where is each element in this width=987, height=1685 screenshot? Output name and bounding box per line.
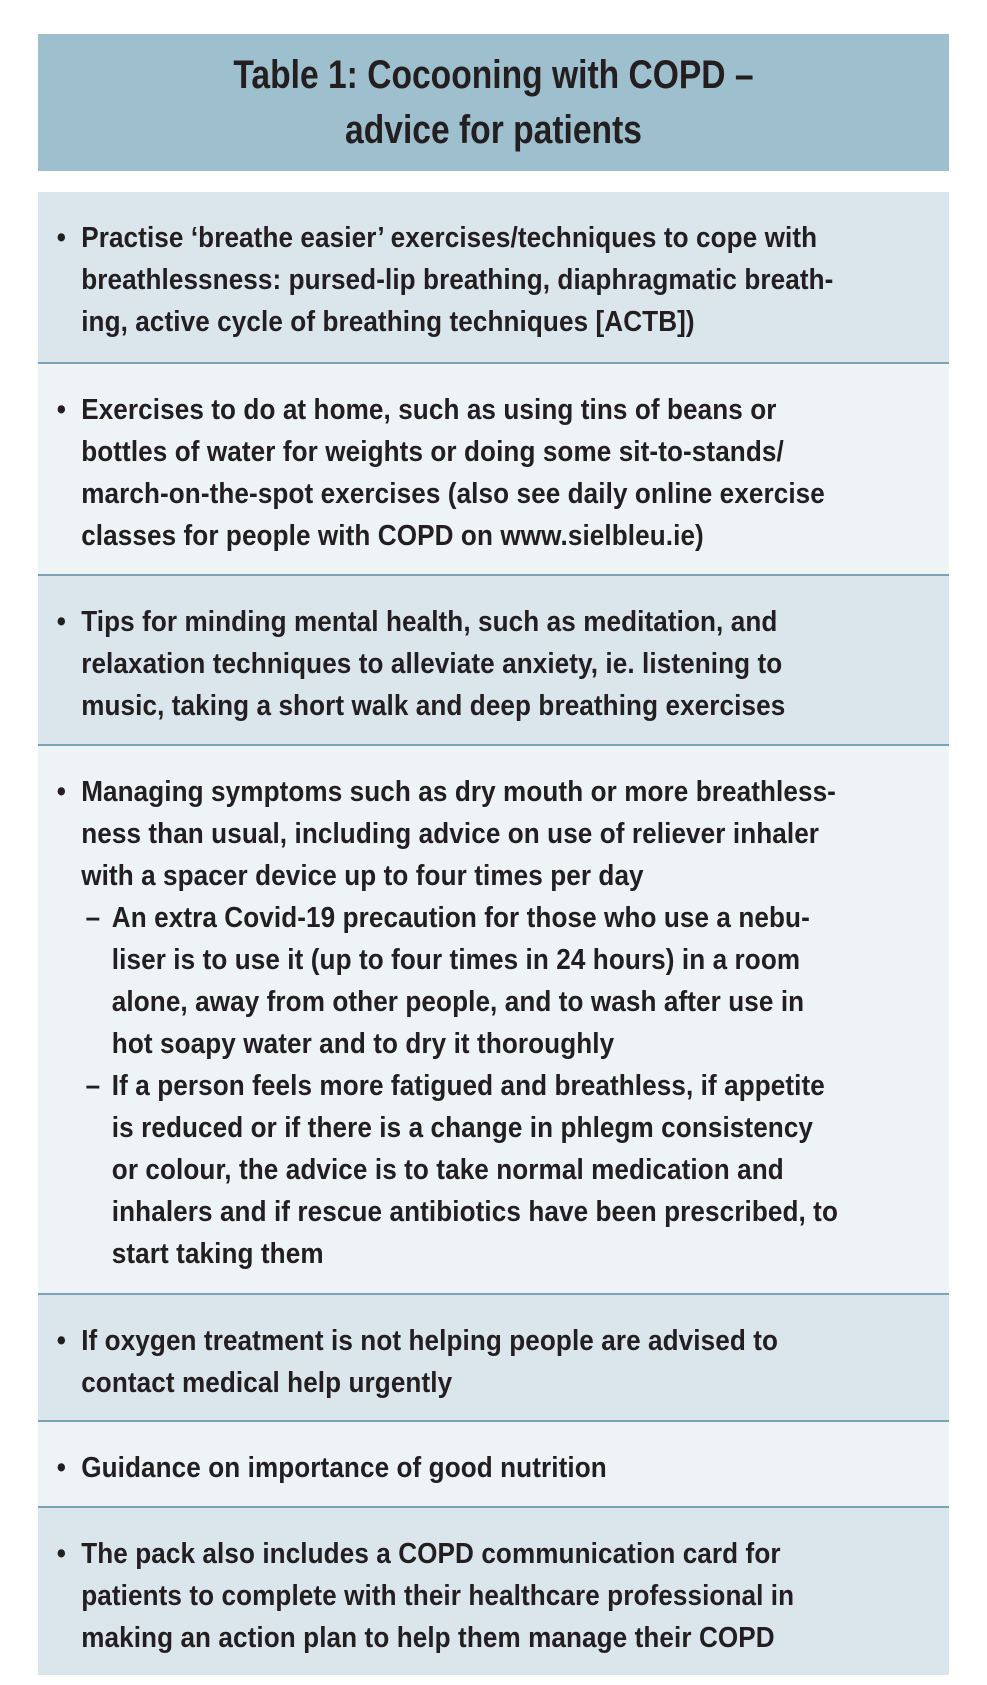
bullet-text-line: patients to complete with their healthcare professional in (81, 1580, 795, 1612)
table-title-line-2: advice for patients (345, 107, 642, 152)
table-row (38, 744, 949, 1293)
table-row (38, 1506, 949, 1675)
sub-bullet-item (81, 1065, 842, 1275)
table-row (38, 574, 949, 744)
sub-bullet-text-line: alone, away from other people, and to wash after use in (111, 986, 805, 1018)
table-row (38, 1420, 949, 1506)
bullet-text-line: contact medical help urgently (81, 1367, 453, 1399)
bullet-dot: • (56, 1452, 67, 1484)
bullet-text-line: bottles of water for weights or doing some sit-to-stands/ (81, 436, 784, 468)
bullet-text-line: Managing symptoms such as dry mouth or more breathless- (81, 776, 836, 808)
sub-bullet-text-line: or colour, the advice is to take normal medication and (111, 1154, 784, 1186)
sub-bullet-text-line: inhalers and if rescue antibiotics have been prescribed, to (111, 1196, 838, 1228)
sub-bullet-item (81, 897, 842, 1065)
advice-table (38, 34, 949, 1676)
table-row (38, 1293, 949, 1420)
bullet-text-line: classes for people with COPD on www.sielbleu.ie) (81, 520, 704, 552)
title-gap (38, 171, 949, 192)
sub-bullet-text-line: An extra Covid-19 precaution for those who use a nebu- (111, 902, 810, 934)
bullet-dot: • (56, 776, 67, 808)
sub-bullet-text-line: liser is to use it (up to four times in 24 hours) in a room (111, 944, 801, 976)
bullet-text-line: breathlessness: pursed-lip breathing, diaphragmatic breath- (81, 264, 834, 296)
bullet-text-line: music, taking a short walk and deep breathing exercises (81, 690, 786, 722)
sub-bullet-text-line: If a person feels more fatigued and breathless, if appetite (111, 1070, 825, 1102)
sub-bullet-dash: – (85, 902, 101, 934)
table-rows (38, 192, 949, 1676)
bullet-text-line: Practise ‘breathe easier’ exercises/techniques to cope with (81, 222, 818, 254)
table-row (38, 362, 949, 574)
sub-bullet-text-line: start taking them (111, 1238, 324, 1270)
bullet-text-line: making an action plan to help them manage their COPD (81, 1622, 775, 1654)
sub-bullet-text-line: hot soapy water and to dry it thoroughly (111, 1028, 615, 1060)
bullet-dot: • (56, 606, 67, 638)
bullet-item (51, 771, 843, 1275)
table-title-box (38, 34, 949, 171)
bullet-item (51, 389, 843, 557)
bullet-dot: • (56, 222, 67, 254)
bullet-text-line: relaxation techniques to alleviate anxiety, ie. listening to (81, 648, 783, 680)
bullet-text-line: Guidance on importance of good nutrition (81, 1452, 607, 1484)
bullet-text-line: If oxygen treatment is not helping people are advised to (81, 1325, 779, 1357)
bullet-item (51, 1320, 843, 1404)
table-title (111, 48, 876, 158)
bullet-item (51, 1447, 843, 1489)
table-title-line-1: Table 1: Cocooning with COPD – (233, 52, 754, 97)
bullet-text-line: Exercises to do at home, such as using tins of beans or (81, 394, 777, 426)
sub-bullet-dash: – (85, 1070, 101, 1102)
bullet-text-line: Tips for minding mental health, such as meditation, and (81, 606, 778, 638)
bullet-item (51, 217, 843, 343)
bullet-item (51, 601, 843, 727)
bullet-dot: • (56, 1538, 67, 1570)
table-row (38, 192, 949, 362)
bullet-dot: • (56, 1325, 67, 1357)
bullet-dot: • (56, 394, 67, 426)
bullet-text-line: ing, active cycle of breathing techniques [ACTB]) (81, 306, 695, 338)
bullet-item (51, 1533, 843, 1659)
bullet-text-line: with a spacer device up to four times per day (81, 860, 644, 892)
bullet-text-line: ness than usual, including advice on use of reliever inhaler (81, 818, 820, 850)
bullet-text-line: The pack also includes a COPD communication card for (81, 1538, 781, 1570)
bullet-text-line: march-on-the-spot exercises (also see daily online exercise (81, 478, 825, 510)
sub-bullet-text-line: is reduced or if there is a change in phlegm consistency (111, 1112, 814, 1144)
